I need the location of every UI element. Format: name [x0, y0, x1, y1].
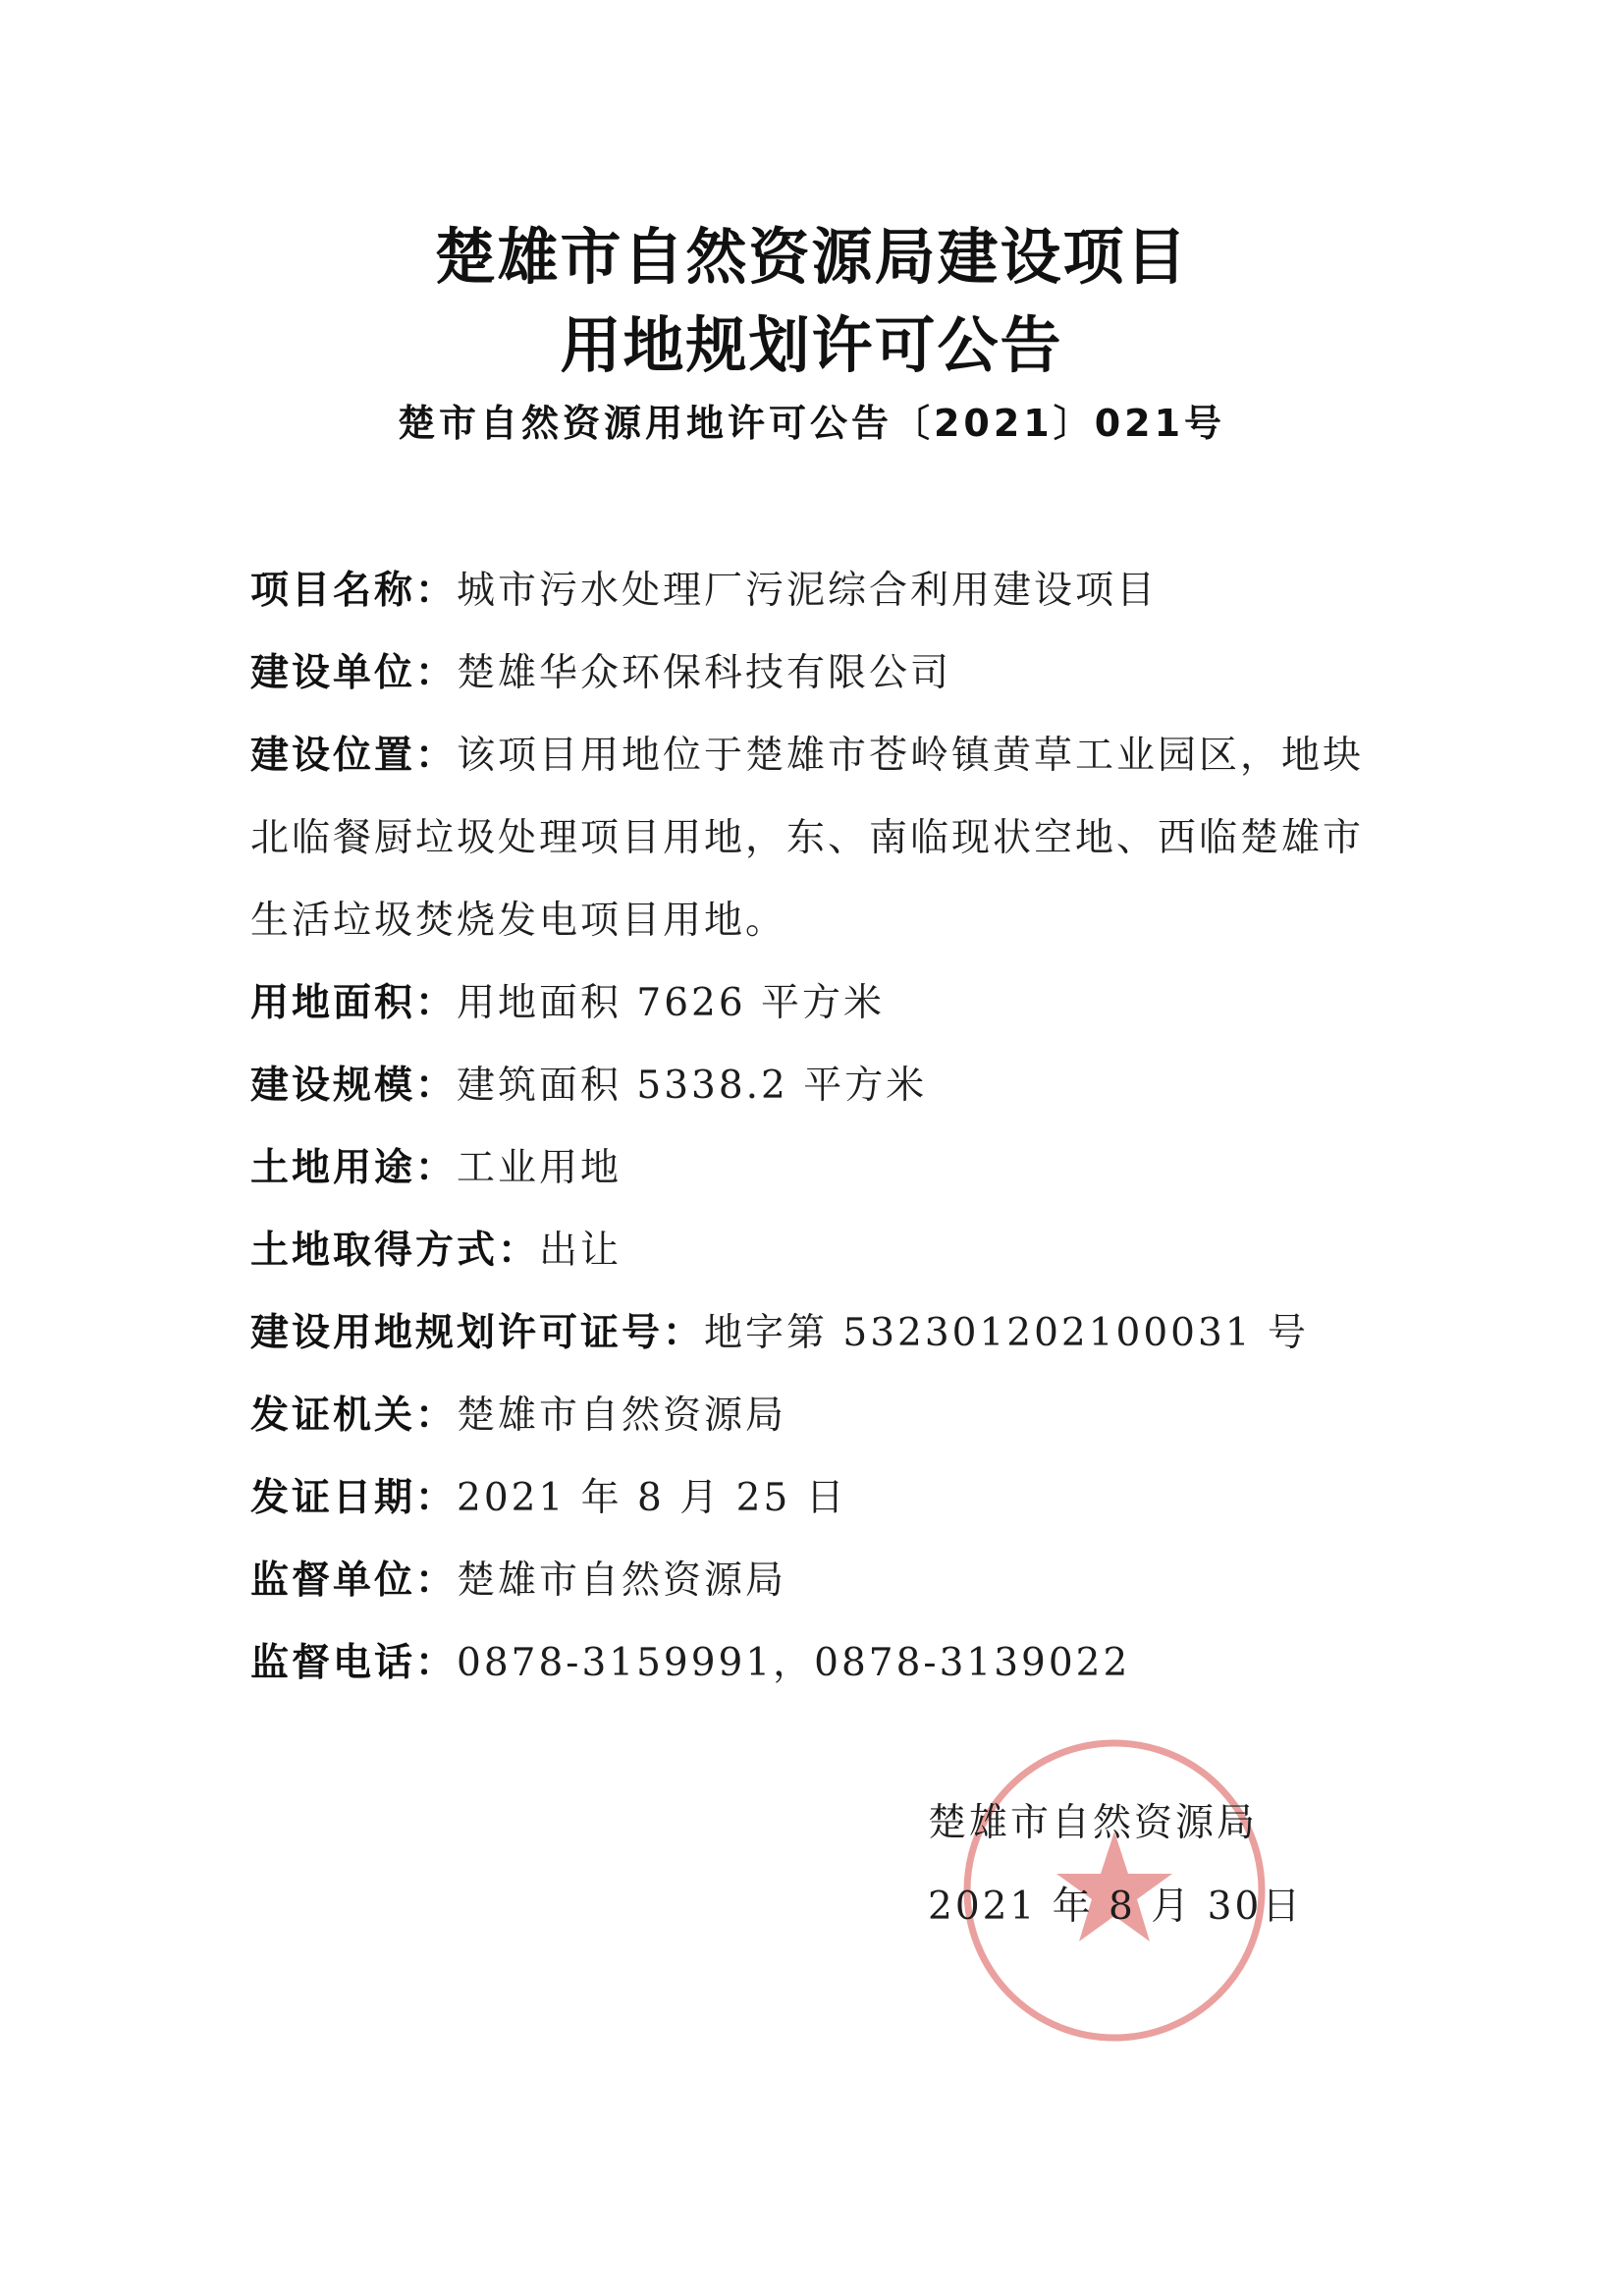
- field-label: 用地面积：: [250, 981, 458, 1025]
- field-value: 地字第 532301202100031 号: [704, 1311, 1310, 1355]
- field-issue-date: [250, 1457, 1380, 1540]
- field-land-use: [250, 1127, 1380, 1210]
- field-value: 该项目用地位于楚雄市苍岭镇黄草工业园区，地块北临餐厨垃圾处理项目用地，东、南临现状空地、西临楚雄市生活垃圾焚烧发电项目用地。: [250, 734, 1365, 943]
- field-construction-scale: [250, 1045, 1380, 1127]
- field-value: 楚雄市自然资源局: [457, 1558, 787, 1603]
- field-label: 土地取得方式：: [250, 1229, 540, 1273]
- field-value: 建筑面积 5338.2 平方米: [457, 1064, 928, 1108]
- field-value: 用地面积 7626 平方米: [457, 981, 886, 1025]
- field-label: 发证机关：: [250, 1394, 458, 1438]
- field-label: 建设单位：: [250, 651, 458, 695]
- field-value: 0878-3159991，0878-3139022: [457, 1641, 1131, 1685]
- announcement-body: [250, 550, 1380, 1705]
- field-label: 建设规模：: [250, 1064, 458, 1108]
- field-label: 建设位置：: [250, 734, 458, 778]
- field-value: 2021 年 8 月 25 日: [457, 1476, 847, 1520]
- field-value: 楚雄华众环保科技有限公司: [457, 651, 952, 695]
- field-issuing-authority: [250, 1375, 1380, 1457]
- field-value: 城市污水处理厂污泥综合利用建设项目: [457, 569, 1159, 613]
- page-title-line2: 用地规划许可公告: [560, 309, 1063, 381]
- field-value: 出让: [539, 1229, 622, 1273]
- signature-date: 2021 年 8 月 30日: [928, 1885, 1304, 1929]
- field-project-name: [250, 550, 1380, 632]
- field-construction-location: [250, 715, 1380, 962]
- field-label: 发证日期：: [250, 1476, 458, 1520]
- field-label: 监督单位：: [250, 1558, 458, 1603]
- field-permit-number: [250, 1292, 1380, 1375]
- field-land-area: [250, 962, 1380, 1045]
- document-number: 楚市自然资源用地许可公告〔2021〕021号: [397, 402, 1226, 445]
- signature-organization: 楚雄市自然资源局: [928, 1801, 1259, 1845]
- field-supervision-phone: [250, 1622, 1380, 1705]
- field-acquisition-method: [250, 1210, 1380, 1292]
- field-construction-unit: [250, 632, 1380, 715]
- page-title-line1: 楚雄市自然资源局建设项目: [434, 221, 1189, 293]
- field-value: 工业用地: [457, 1146, 622, 1190]
- field-label: 监督电话：: [250, 1641, 458, 1685]
- field-label: 土地用途：: [250, 1146, 458, 1190]
- field-label: 项目名称：: [250, 569, 458, 613]
- field-label: 建设用地规划许可证号：: [250, 1311, 705, 1355]
- field-value: 楚雄市自然资源局: [457, 1394, 787, 1438]
- field-supervising-unit: [250, 1540, 1380, 1622]
